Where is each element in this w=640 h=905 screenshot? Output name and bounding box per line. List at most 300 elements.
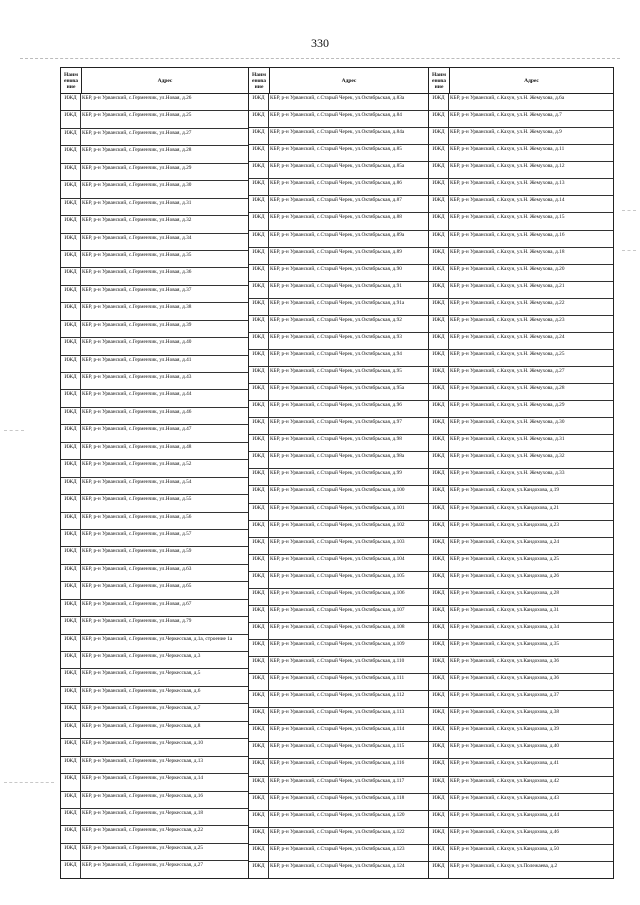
- cell-address: КБР, р-н Урванский, с.Кахун, ул.Н. Жемухова, д.30: [450, 419, 565, 426]
- cell-type: ИЖД: [429, 777, 449, 793]
- table-row: [429, 845, 613, 862]
- table-row: [249, 367, 428, 384]
- cell-type: ИЖД: [429, 708, 449, 724]
- cell-type: ИЖД: [249, 589, 269, 605]
- table-row: [61, 530, 248, 547]
- cell-type: ИЖД: [249, 94, 269, 110]
- cell-type: ИЖД: [61, 530, 81, 546]
- cell-address: КБР, р-н Урванский, с.Кахун, ул.Кандохова, д.35: [450, 641, 560, 647]
- table-row: [61, 669, 248, 686]
- cell-address: КБР, р-н Урванский, с.Старый Черек, ул.Октябрьская, д.115: [270, 743, 405, 750]
- cell-address: КБР, р-н Урванский, с.Старый Черек, ул.Октябрьская, д.100: [270, 487, 405, 494]
- cell-address: КБР, р-н Урванский, с.Кахун, ул.Н. Жемухова, д.32: [450, 453, 565, 460]
- cell-address: КБР, р-н Урванский, с.Кахун, ул.Кандохова, д.37: [450, 692, 560, 699]
- margin-mark: [4, 782, 54, 783]
- cell-type: ИЖД: [61, 338, 81, 354]
- cell-address: КБР, р-н Урванский, с.Герменчик, ул.Новая, д.44: [82, 391, 192, 398]
- cell-type: ИЖД: [61, 408, 81, 424]
- cell-type: ИЖД: [429, 282, 449, 298]
- cell-type: ИЖД: [249, 555, 269, 571]
- cell-type: ИЖД: [61, 635, 81, 651]
- cell-type: ИЖД: [249, 469, 269, 485]
- cell-type: ИЖД: [429, 452, 449, 468]
- table-row: [429, 333, 613, 350]
- cell-address: КБР, р-н Урванский, с.Кахун, ул.Н. Жемухова, д.20: [450, 265, 565, 272]
- cell-type: ИЖД: [61, 94, 81, 110]
- cell-address: КБР, р-н Урванский, с.Кахун, ул.Н. Жемухова, д.28: [450, 385, 565, 392]
- cell-address: КБР, р-н Урванский, с.Кахун, ул.Н. Жемухова, д.9: [450, 129, 562, 136]
- cell-type: ИЖД: [249, 299, 269, 315]
- margin-mark: [622, 210, 636, 211]
- cell-address: КБР, р-н Урванский, с.Кахун, ул.Кандохова, д.40: [450, 743, 560, 750]
- cell-address: КБР, р-н Урванский, с.Старый Черек, ул.Октябрьская, д.105: [270, 572, 405, 579]
- cell-type: ИЖД: [429, 538, 449, 554]
- cell-address: КБР, р-н Урванский, с.Кахун, ул.Кандохова, д.26: [450, 572, 560, 579]
- cell-address: КБР, р-н Урванский, с.Старый Черек, ул.Октябрьская, д.106: [270, 589, 405, 596]
- table-row: [61, 635, 248, 652]
- cell-address: КБР, р-н Урванский, с.Герменчик, ул.Новая, д.29: [82, 164, 192, 171]
- cell-type: ИЖД: [61, 565, 81, 581]
- cell-address: КБР, р-н Урванский, с.Герменчик, ул.Новая, д.65: [82, 583, 192, 590]
- table-row: [61, 181, 248, 198]
- cell-address: КБР, р-н Урванский, с.Кахун, ул.Н. Жемухова, д.27: [450, 368, 565, 374]
- cell-address: КБР, р-н Урванский, с.Кахун, ул.Кандохова, д.36: [450, 675, 560, 682]
- header-address: Адрес: [157, 77, 173, 84]
- cell-type: ИЖД: [429, 350, 449, 366]
- table-row: [61, 234, 248, 251]
- cell-type: ИЖД: [249, 725, 269, 741]
- cell-address: КБР, р-н Урванский, с.Герменчик, ул.Новая, д.48: [82, 443, 192, 450]
- cell-type: ИЖД: [61, 251, 81, 267]
- cell-address: КБР, р-н Урванский, с.Герменчик, ул.Новая, д.28: [82, 147, 192, 154]
- cell-address: КБР, р-н Урванский, с.Кахун, ул.Кандохова, д.36: [450, 658, 560, 665]
- cell-address: КБР, р-н Урванский, с.Старый Черек, ул.Октябрьская, д.83а: [270, 95, 405, 101]
- cell-type: ИЖД: [61, 547, 81, 563]
- cell-type: ИЖД: [61, 129, 81, 145]
- table-row: [429, 111, 613, 128]
- header-address: Адрес: [524, 77, 539, 84]
- cell-address: КБР, р-н Урванский, с.Кахун, ул.Н. Жемухова, д.14: [450, 197, 565, 204]
- cell-type: ИЖД: [249, 111, 269, 127]
- cell-type: ИЖД: [61, 600, 81, 616]
- cell-address: КБР, р-н Урванский, с.Старый Черек, ул.Октябрьская, д.103: [270, 538, 405, 545]
- table-row: [249, 179, 428, 196]
- table-row: [429, 538, 613, 555]
- table-row: [249, 828, 428, 845]
- cell-address: КБР, р-н Урванский, с.Старый Черек, ул.Октябрьская, д.88: [270, 214, 402, 221]
- cell-address: КБР, р-н Урванский, с.Кахун, ул.Кандохова, д.31: [450, 606, 560, 613]
- cell-address: КБР, р-н Урванский, с.Герменчик, ул.Новая, д.31: [82, 199, 192, 206]
- cell-type: ИЖД: [249, 282, 269, 298]
- cell-type: ИЖД: [249, 845, 269, 861]
- cell-address: КБР, р-н Урванский, с.Старый Черек, ул.Октябрьская, д.85а: [270, 163, 405, 170]
- table-row: [249, 452, 428, 469]
- cell-address: КБР, р-н Урванский, с.Кахун, ул.Кандохова, д.21: [450, 504, 560, 511]
- cell-address: КБР, р-н Урванский, с.Старый Черек, ул.Октябрьская, д.93: [270, 333, 402, 340]
- cell-address: КБР, р-н Урванский, с.Кахун, ул.Кандохова, д.28: [450, 589, 560, 596]
- cell-type: ИЖД: [249, 196, 269, 212]
- cell-address: КБР, р-н Урванский, с.Кахун, ул.Н. Жемухова, д.16: [450, 231, 565, 238]
- cell-type: ИЖД: [429, 435, 449, 451]
- table-row: [249, 725, 428, 742]
- cell-type: ИЖД: [429, 401, 449, 417]
- cell-type: ИЖД: [61, 495, 81, 511]
- cell-type: ИЖД: [61, 844, 81, 860]
- table-row: [249, 572, 428, 589]
- table-row: [429, 742, 613, 759]
- cell-type: ИЖД: [249, 213, 269, 229]
- cell-address: КБР, р-н Урванский, с.Кахун, ул.Кандохова, д.50: [450, 845, 560, 852]
- cell-type: ИЖД: [429, 742, 449, 758]
- cell-type: ИЖД: [429, 521, 449, 537]
- table-row: [61, 809, 248, 826]
- cell-address: КБР, р-н Урванский, с.Старый Черек, ул.Октябрьская, д.95: [270, 368, 402, 374]
- table-row: [249, 606, 428, 623]
- cell-address: КБР, р-н Урванский, с.Кахун, ул.Н. Жемухова, д.15: [450, 214, 565, 221]
- cell-type: ИЖД: [249, 811, 269, 827]
- table-row: [249, 486, 428, 503]
- table-row: [429, 469, 613, 486]
- cell-type: ИЖД: [61, 181, 81, 197]
- cell-type: ИЖД: [61, 757, 81, 773]
- cell-type: ИЖД: [61, 739, 81, 755]
- cell-address: КБР, р-н Урванский, с.Кахун, ул.Кандохова, д.44: [450, 811, 560, 818]
- cell-type: ИЖД: [429, 299, 449, 315]
- cell-type: ИЖД: [429, 418, 449, 434]
- cell-type: ИЖД: [61, 704, 81, 720]
- table-row: [429, 350, 613, 367]
- cell-type: ИЖД: [249, 606, 269, 622]
- cell-address: КБР, р-н Урванский, с.Старый Черек, ул.Октябрьская, д.97: [270, 419, 402, 426]
- cell-type: ИЖД: [249, 538, 269, 554]
- cell-address: КБР, р-н Урванский, с.Герменчик, ул.Черкесская, д.25: [82, 844, 204, 851]
- cell-address: КБР, р-н Урванский, с.Кахун, ул.Н. Жемухова, д.31: [450, 436, 565, 443]
- table-row: [61, 617, 248, 634]
- table-row: [429, 196, 613, 213]
- cell-address: КБР, р-н Урванский, с.Старый Черек, ул.Октябрьская, д.96: [270, 402, 402, 409]
- cell-address: КБР, р-н Урванский, с.Старый Черек, ул.Октябрьская, д.113: [270, 709, 405, 716]
- table-row: [61, 216, 248, 233]
- cell-address: КБР, р-н Урванский, с.Герменчик, ул.Новая, д.27: [82, 129, 192, 136]
- cell-address: КБР, р-н Урванский, с.Герменчик, ул.Новая, д.35: [82, 251, 192, 258]
- table-row: [249, 94, 428, 111]
- cell-address: КБР, р-н Урванский, с.Старый Черек, ул.Октябрьская, д.90: [270, 265, 402, 272]
- table-row: [61, 443, 248, 460]
- cell-type: ИЖД: [249, 777, 269, 793]
- cell-address: КБР, р-н Урванский, с.Старый Черек, ул.Октябрьская, д.116: [270, 760, 405, 767]
- cell-type: ИЖД: [61, 513, 81, 529]
- cell-address: КБР, р-н Урванский, с.Старый Черек, ул.Октябрьская, д.122: [270, 828, 405, 835]
- cell-type: ИЖД: [249, 657, 269, 673]
- cell-type: ИЖД: [61, 268, 81, 284]
- table-row: [61, 390, 248, 407]
- cell-address: КБР, р-н Урванский, с.Кахун, ул.Кандохова, д.42: [450, 777, 560, 784]
- cell-address: КБР, р-н Урванский, с.Кахун, ул.Кандохова, д.39: [450, 726, 560, 733]
- cell-type: ИЖД: [61, 321, 81, 337]
- cell-type: ИЖД: [429, 589, 449, 605]
- table-row: [249, 316, 428, 333]
- cell-address: КБР, р-н Урванский, с.Герменчик, ул.Новая, д.25: [82, 112, 192, 119]
- cell-type: ИЖД: [249, 179, 269, 195]
- table-header: [429, 68, 613, 94]
- cell-address: КБР, р-н Урванский, с.Старый Черек, ул.Октябрьская, д.91: [270, 282, 402, 289]
- cell-address: КБР, р-н Урванский, с.Герменчик, ул.Новая, д.37: [82, 286, 192, 293]
- table-rows: [429, 94, 613, 878]
- cell-type: ИЖД: [429, 162, 449, 178]
- cell-type: ИЖД: [61, 216, 81, 232]
- cell-type: ИЖД: [61, 373, 81, 389]
- cell-type: ИЖД: [249, 862, 269, 878]
- cell-address: КБР, р-н Урванский, с.Кахун, ул.Н. Жемухова, д.6а: [450, 95, 565, 101]
- table-row: [61, 303, 248, 320]
- cell-address: КБР, р-н Урванский, с.Герменчик, ул.Новая, д.36: [82, 269, 192, 276]
- table-row: [61, 268, 248, 285]
- table-row: [249, 742, 428, 759]
- cell-address: КБР, р-н Урванский, с.Герменчик, ул.Новая, д.30: [82, 182, 192, 189]
- table-row: [249, 333, 428, 350]
- cell-address: КБР, р-н Урванский, с.Герменчик, ул.Черкесская, д.10: [82, 740, 204, 747]
- cell-address: КБР, р-н Урванский, с.Кахун, ул.Н. Жемухова, д.13: [450, 180, 565, 187]
- table-header: [61, 68, 248, 94]
- cell-address: КБР, р-н Урванский, с.Кахун, ул.Кандохова, д.38: [450, 709, 560, 716]
- cell-address: КБР, р-н Урванский, с.Старый Черек, ул.Октябрьская, д.84а: [270, 129, 405, 136]
- cell-address: КБР, р-н Урванский, с.Герменчик, ул.Новая, д.57: [82, 530, 192, 537]
- table-row: [429, 128, 613, 145]
- cell-address: КБР, р-н Урванский, с.Кахун, ул.Н. Жемухова, д.29: [450, 402, 565, 409]
- cell-type: ИЖД: [249, 231, 269, 247]
- cell-type: ИЖД: [61, 774, 81, 790]
- cell-type: ИЖД: [61, 687, 81, 703]
- address-table: [60, 67, 614, 879]
- cell-type: ИЖД: [429, 504, 449, 520]
- cell-type: ИЖД: [429, 828, 449, 844]
- table-row: [429, 401, 613, 418]
- table-row: [249, 384, 428, 401]
- table-row: [429, 94, 613, 111]
- cell-type: ИЖД: [249, 742, 269, 758]
- cell-address: КБР, р-н Урванский, с.Герменчик, ул.Новая, д.52: [82, 461, 192, 468]
- header-type: Наим енова ние: [429, 68, 450, 93]
- table-row: [61, 425, 248, 442]
- cell-type: ИЖД: [429, 316, 449, 332]
- table-row: [61, 826, 248, 843]
- table-row: [429, 504, 613, 521]
- table-row: [249, 299, 428, 316]
- table-column-right: [428, 68, 613, 878]
- table-row: [61, 164, 248, 181]
- table-row: [429, 640, 613, 657]
- cell-address: КБР, р-н Урванский, с.Кахун, ул.Н. Жемухова, д.33: [450, 470, 565, 477]
- cell-address: КБР, р-н Урванский, с.Герменчик, ул.Новая, д.32: [82, 217, 192, 224]
- cell-type: ИЖД: [61, 478, 81, 494]
- cell-type: ИЖД: [61, 617, 81, 633]
- cell-type: ИЖД: [61, 303, 81, 319]
- table-row: [61, 408, 248, 425]
- table-row: [61, 146, 248, 163]
- margin-mark: [4, 430, 24, 431]
- cell-type: ИЖД: [61, 234, 81, 250]
- cell-address: КБР, р-н Урванский, с.Герменчик, ул.Новая, д.40: [82, 339, 192, 346]
- cell-type: ИЖД: [249, 265, 269, 281]
- cell-type: ИЖД: [61, 390, 81, 406]
- cell-type: ИЖД: [249, 435, 269, 451]
- cell-type: ИЖД: [61, 826, 81, 842]
- cell-type: ИЖД: [249, 128, 269, 144]
- table-row: [61, 861, 248, 877]
- table-row: [429, 589, 613, 606]
- table-row: [249, 589, 428, 606]
- cell-address: КБР, р-н Урванский, с.Кахун, ул.Н. Жемухова, д.11: [450, 146, 565, 153]
- cell-address: КБР, р-н Урванский, с.Старый Черек, ул.Октябрьская, д.95а: [270, 385, 405, 392]
- cell-type: ИЖД: [249, 623, 269, 639]
- table-row: [61, 739, 248, 756]
- cell-address: КБР, р-н Урванский, с.Герменчик, ул.Черкесская, д.5: [82, 670, 201, 677]
- table-row: [61, 687, 248, 704]
- cell-address: КБР, р-н Урванский, с.Старый Черек, ул.Октябрьская, д.84: [270, 112, 402, 119]
- table-row: [249, 759, 428, 776]
- cell-type: ИЖД: [249, 384, 269, 400]
- cell-address: КБР, р-н Урванский, с.Герменчик, ул.Черкесская, д.14: [82, 775, 204, 782]
- cell-address: КБР, р-н Урванский, с.Герменчик, ул.Новая, д.67: [82, 600, 192, 607]
- table-row: [249, 145, 428, 162]
- table-row: [249, 231, 428, 248]
- cell-type: ИЖД: [249, 794, 269, 810]
- table-row: [61, 600, 248, 617]
- cell-address: КБР, р-н Урванский, с.Старый Черек, ул.Октябрьская, д.112: [270, 692, 405, 699]
- table-row: [249, 521, 428, 538]
- table-row: [61, 704, 248, 721]
- cell-address: КБР, р-н Урванский, с.Старый Черек, ул.Октябрьская, д.114: [270, 726, 405, 733]
- table-row: [61, 513, 248, 530]
- cell-type: ИЖД: [61, 111, 81, 127]
- cell-address: КБР, р-н Урванский, с.Старый Черек, ул.Октябрьская, д.99: [270, 470, 402, 477]
- cell-address: КБР, р-н Урванский, с.Старый Черек, ул.Октябрьская, д.117: [270, 777, 405, 784]
- table-row: [429, 708, 613, 725]
- table-row: [429, 862, 613, 878]
- table-row: [249, 794, 428, 811]
- table-row: [249, 845, 428, 862]
- table-row: [61, 129, 248, 146]
- table-row: [429, 367, 613, 384]
- table-row: [249, 350, 428, 367]
- table-header: [249, 68, 428, 94]
- table-row: [249, 657, 428, 674]
- cell-type: ИЖД: [249, 452, 269, 468]
- cell-type: ИЖД: [61, 792, 81, 808]
- table-row: [61, 199, 248, 216]
- cell-type: ИЖД: [429, 196, 449, 212]
- header-type: Наим енова ние: [61, 68, 82, 93]
- table-row: [429, 145, 613, 162]
- table-row: [249, 162, 428, 179]
- cell-type: ИЖД: [429, 111, 449, 127]
- table-row: [429, 299, 613, 316]
- table-row: [249, 213, 428, 230]
- cell-type: ИЖД: [429, 606, 449, 622]
- table-row: [429, 606, 613, 623]
- cell-address: КБР, р-н Урванский, с.Кахун, ул.Кандохова, д.43: [450, 794, 560, 801]
- cell-address: КБР, р-н Урванский, с.Старый Черек, ул.Октябрьская, д.124: [270, 862, 405, 869]
- cell-address: КБР, р-н Урванский, с.Старый Черек, ул.Октябрьская, д.107: [270, 606, 405, 613]
- cell-address: КБР, р-н Урванский, с.Герменчик, ул.Черкесская, д.8: [82, 722, 201, 729]
- cell-type: ИЖД: [429, 794, 449, 810]
- table-row: [61, 547, 248, 564]
- cell-type: ИЖД: [429, 94, 449, 110]
- table-row: [249, 811, 428, 828]
- table-row: [249, 691, 428, 708]
- cell-type: ИЖД: [429, 231, 449, 247]
- table-row: [249, 469, 428, 486]
- cell-type: ИЖД: [429, 725, 449, 741]
- cell-type: ИЖД: [249, 572, 269, 588]
- cell-type: ИЖД: [429, 179, 449, 195]
- cell-address: КБР, р-н Урванский, с.Герменчик, ул.Черкесская, д.1а, строение 1а: [82, 635, 233, 642]
- cell-address: КБР, р-н Урванский, с.Герменчик, ул.Черкесская, д.22: [82, 827, 204, 834]
- cell-type: ИЖД: [429, 657, 449, 673]
- table-row: [429, 759, 613, 776]
- table-row: [249, 777, 428, 794]
- table-column-left: [61, 68, 248, 878]
- table-row: [429, 418, 613, 435]
- table-row: [429, 811, 613, 828]
- table-row: [61, 251, 248, 268]
- cell-address: КБР, р-н Урванский, с.Кахун, ул.Кандохова, д.46: [450, 828, 560, 835]
- cell-type: ИЖД: [249, 401, 269, 417]
- cell-type: ИЖД: [429, 691, 449, 707]
- table-row: [249, 401, 428, 418]
- cell-type: ИЖД: [61, 582, 81, 598]
- cell-address: КБР, р-н Урванский, с.Кахун, ул.Полежаева, д.2: [450, 862, 558, 869]
- table-row: [249, 435, 428, 452]
- table-row: [429, 162, 613, 179]
- top-divider: [20, 58, 620, 59]
- cell-type: ИЖД: [429, 759, 449, 775]
- cell-type: ИЖД: [249, 162, 269, 178]
- cell-address: КБР, р-н Урванский, с.Старый Черек, ул.Октябрьская, д.91а: [270, 299, 405, 306]
- table-row: [429, 248, 613, 265]
- cell-address: КБР, р-н Урванский, с.Герменчик, ул.Новая, д.46: [82, 408, 192, 415]
- cell-address: КБР, р-н Урванский, с.Старый Черек, ул.Октябрьская, д.123: [270, 845, 405, 852]
- table-row: [249, 418, 428, 435]
- cell-type: ИЖД: [429, 213, 449, 229]
- cell-address: КБР, р-н Урванский, с.Старый Черек, ул.Октябрьская, д.109: [270, 641, 405, 647]
- cell-address: КБР, р-н Урванский, с.Старый Черек, ул.Октябрьская, д.101: [270, 504, 405, 511]
- cell-address: КБР, р-н Урванский, с.Герменчик, ул.Новая, д.63: [82, 565, 192, 572]
- cell-type: ИЖД: [249, 504, 269, 520]
- table-row: [429, 572, 613, 589]
- cell-type: ИЖД: [249, 350, 269, 366]
- cell-address: КБР, р-н Урванский, с.Герменчик, ул.Черкесская, д.27: [82, 862, 204, 869]
- cell-type: ИЖД: [61, 669, 81, 685]
- table-row: [61, 652, 248, 669]
- cell-address: КБР, р-н Урванский, с.Старый Черек, ул.Октябрьская, д.111: [270, 675, 405, 682]
- table-row: [61, 792, 248, 809]
- cell-type: ИЖД: [61, 286, 81, 302]
- table-row: [249, 128, 428, 145]
- cell-type: ИЖД: [61, 861, 81, 877]
- cell-type: ИЖД: [429, 640, 449, 656]
- table-row: [61, 460, 248, 477]
- cell-type: ИЖД: [61, 164, 81, 180]
- cell-address: КБР, р-н Урванский, с.Старый Черек, ул.Октябрьская, д.89: [270, 248, 402, 255]
- table-row: [61, 844, 248, 861]
- table-row: [429, 435, 613, 452]
- margin-mark: [622, 250, 636, 251]
- cell-address: КБР, р-н Урванский, с.Герменчик, ул.Новая, д.79: [82, 618, 192, 625]
- table-row: [249, 862, 428, 878]
- table-row: [249, 282, 428, 299]
- table-row: [429, 623, 613, 640]
